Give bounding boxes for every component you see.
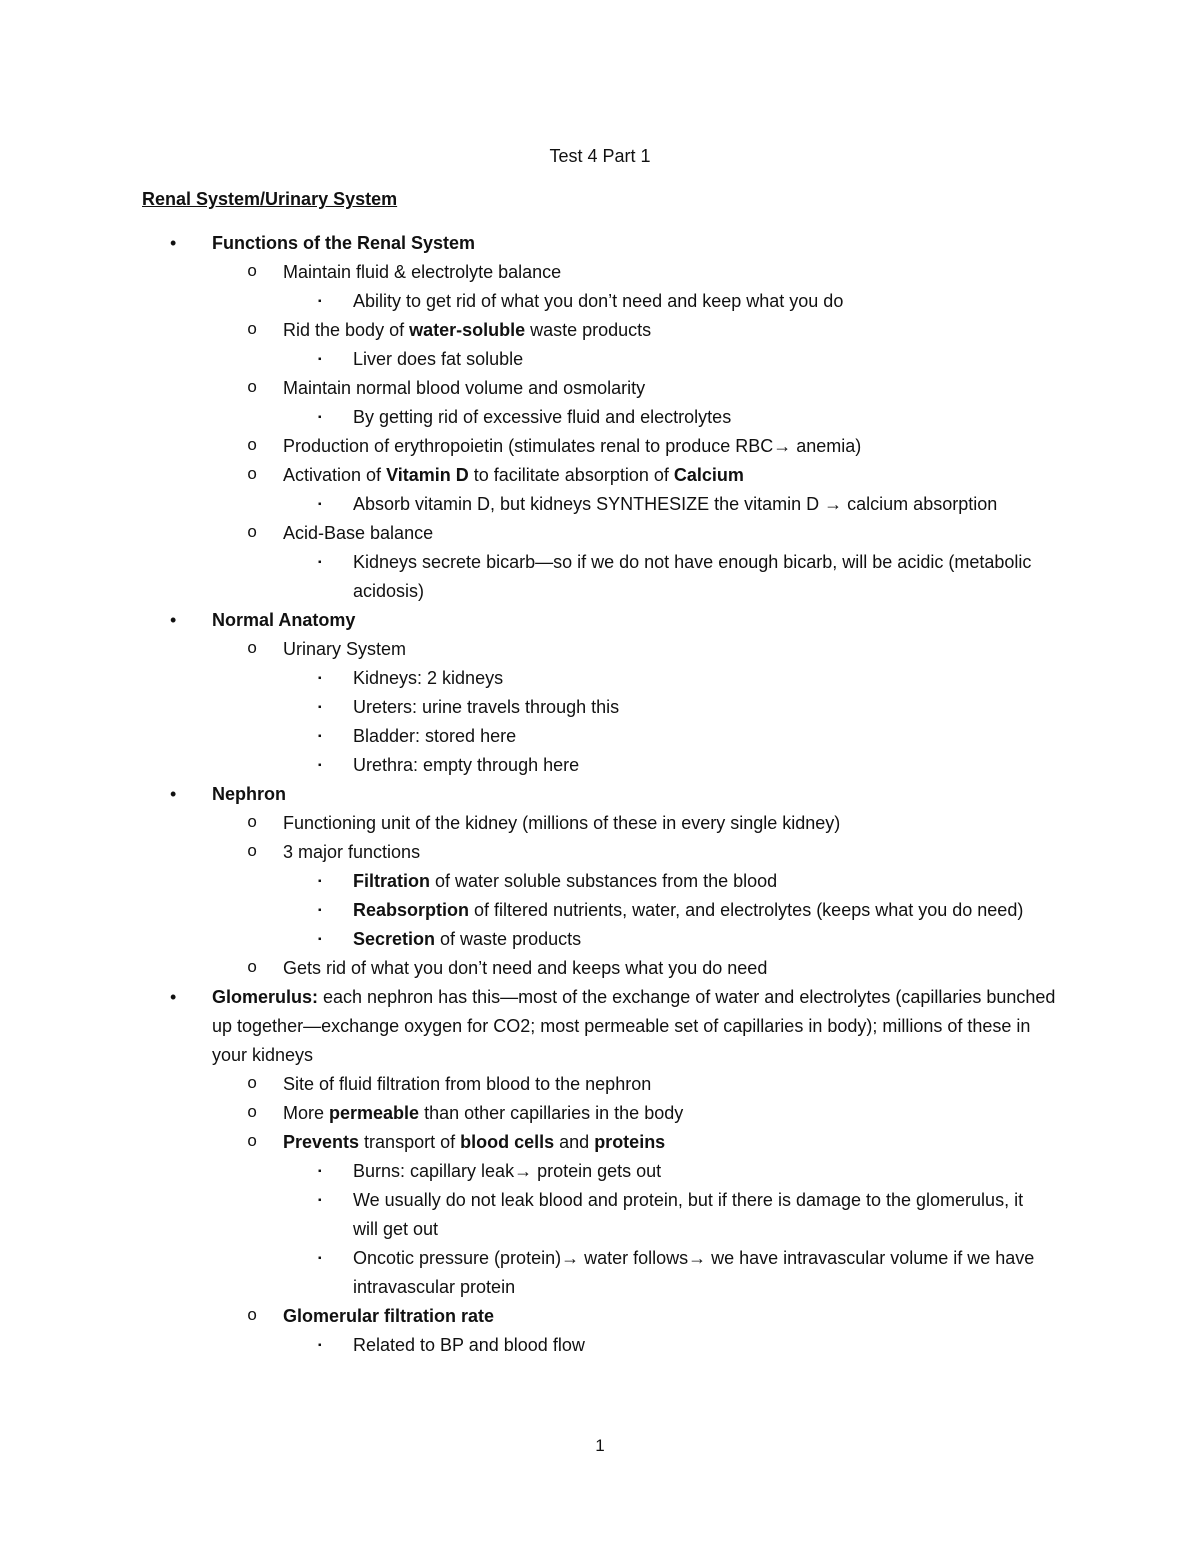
bullet-level3-icon: ▪ [318, 876, 322, 887]
outline-item-level3 [0, 925, 1053, 954]
outline-item-level1 [0, 983, 1062, 1070]
outline-item-level3 [0, 1186, 1053, 1244]
outline-item-text [283, 465, 744, 485]
text-run: and [554, 1132, 595, 1152]
bullet-level2-icon: o [247, 843, 258, 862]
outline-item-text [212, 784, 286, 804]
text-run: Functioning unit of the kidney (millions of these in every single kidney) [283, 813, 841, 833]
outline-item-text [283, 958, 767, 978]
notes-outline [0, 229, 1200, 1360]
outline-item-level3 [0, 403, 1053, 432]
text-run: More [283, 1103, 330, 1123]
text-run: Related to BP and blood flow [353, 1335, 585, 1355]
outline-item-level2 [0, 1099, 1063, 1128]
outline-item-level1 [0, 780, 1062, 809]
section-heading: Renal System/Urinary System [142, 189, 398, 209]
text-run: 3 major functions [283, 842, 421, 862]
page-title: Test 4 Part 1 [549, 146, 651, 166]
bullet-level3-icon: ▪ [318, 934, 322, 945]
text-run: waste products [525, 320, 652, 340]
outline-item-level2 [0, 374, 1063, 403]
bullet-level3-icon: ▪ [318, 673, 322, 684]
bullet-level3-icon: ▪ [318, 499, 322, 510]
outline-item-text [353, 726, 516, 746]
outline-item-text [353, 668, 503, 688]
outline-item-level2 [0, 1070, 1063, 1099]
outline-item-text [353, 1248, 1034, 1297]
outline-item-level3 [0, 664, 1053, 693]
bullet-level2-icon: o [247, 1075, 258, 1094]
bullet-level3-icon: ▪ [318, 905, 322, 916]
text-run: each nephron has this—most of the exchange of water and electrolytes (capillaries bunched up together—exchange oxygen for CO2; most permeable set of capillaries in body); millions of these in your kidneys [212, 987, 1056, 1065]
bullet-level2-icon: o [247, 437, 258, 456]
text-run: of filtered nutrients, water, and electrolytes (keeps what you do need) [469, 900, 1024, 920]
bullet-level3-icon: ▪ [318, 557, 322, 568]
text-run: of waste products [435, 929, 582, 949]
text-run: Burns: capillary leak→ protein gets out [353, 1161, 662, 1181]
outline-item-text [353, 1190, 1023, 1239]
outline-item-text [212, 610, 355, 630]
bold-text-run: Filtration [353, 871, 430, 891]
outline-item-text [353, 871, 777, 891]
outline-item-text [353, 1161, 661, 1181]
bullet-level2-icon: o [247, 379, 258, 398]
outline-item-level3 [0, 490, 1053, 519]
outline-item-level2 [0, 461, 1063, 490]
outline-item-level3 [0, 1157, 1053, 1186]
outline-item-level3 [0, 548, 1053, 606]
outline-item-text [283, 436, 861, 456]
outline-item-text [283, 378, 645, 398]
text-run: Bladder: stored here [353, 726, 517, 746]
outline-item-level2 [0, 1302, 1063, 1331]
text-run: Ureters: urine travels through this [353, 697, 620, 717]
page-number: 1 [595, 1436, 605, 1455]
text-run: Kidneys secrete bicarb—so if we do not have enough bicarb, will be acidic (metabolic acidosis) [353, 552, 1032, 601]
outline-item-text [353, 291, 843, 311]
bullet-level3-icon: ▪ [318, 354, 322, 365]
outline-item-level3 [0, 867, 1053, 896]
bold-text-run: Reabsorption [353, 900, 470, 920]
text-run: Liver does fat soluble [353, 349, 524, 369]
bold-text-run: Secretion [353, 929, 436, 949]
outline-item-level2 [0, 519, 1063, 548]
bullet-level2-icon: o [247, 1133, 258, 1152]
text-run: By getting rid of excessive fluid and electrolytes [353, 407, 732, 427]
bold-text-run: Glomerular filtration rate [283, 1306, 495, 1326]
bullet-level1-icon: • [170, 233, 177, 253]
outline-item-text [353, 349, 523, 369]
bullet-level3-icon: ▪ [318, 702, 322, 713]
text-run: of water soluble substances from the blood [430, 871, 778, 891]
text-run: transport of [359, 1132, 461, 1152]
text-run: Kidneys: 2 kidneys [353, 668, 504, 688]
bullet-level3-icon: ▪ [318, 412, 322, 423]
outline-item-text [283, 262, 561, 282]
outline-item-level2 [0, 316, 1063, 345]
bullet-level3-icon: ▪ [318, 296, 322, 307]
outline-item-text [353, 697, 619, 717]
outline-item-text [283, 1074, 651, 1094]
outline-item-level2 [0, 954, 1063, 983]
text-run: than other capillaries in the body [419, 1103, 684, 1123]
outline-item-text [283, 1132, 665, 1152]
bold-text-run: Vitamin D [386, 465, 469, 485]
bold-text-run: Calcium [673, 465, 744, 485]
text-run: Acid-Base balance [283, 523, 434, 543]
bold-text-run: Functions of the Renal System [212, 233, 476, 253]
outline-item-level1 [0, 606, 1062, 635]
bullet-level3-icon: ▪ [318, 1166, 322, 1177]
bold-text-run: water-soluble [409, 320, 526, 340]
bullet-level2-icon: o [247, 321, 258, 340]
outline-item-text [283, 523, 433, 543]
text-run: to facilitate absorption of [468, 465, 674, 485]
bullet-level2-icon: o [247, 524, 258, 543]
outline-item-level2 [0, 258, 1063, 287]
outline-item-text [212, 233, 475, 253]
text-run: Urethra: empty through here [353, 755, 580, 775]
outline-item-level2 [0, 809, 1063, 838]
outline-item-text [283, 1103, 683, 1123]
outline-item-text [353, 552, 1031, 601]
bullet-level2-icon: o [247, 814, 258, 833]
bullet-level1-icon: • [170, 610, 177, 630]
outline-item-level3 [0, 345, 1053, 374]
outline-item-level3 [0, 722, 1053, 751]
bold-text-run: Prevents [283, 1132, 360, 1152]
bold-text-run: Nephron [212, 784, 286, 804]
outline-item-text [353, 900, 1023, 920]
outline-item-level3 [0, 751, 1053, 780]
bullet-level2-icon: o [247, 959, 258, 978]
text-run: Urinary System [283, 639, 407, 659]
outline-item-level1 [0, 229, 1062, 258]
text-run: Rid the body of [283, 320, 410, 340]
bold-text-run: blood cells [460, 1132, 555, 1152]
outline-item-text [283, 842, 420, 862]
bold-text-run: Normal Anatomy [212, 610, 356, 630]
outline-item-level2 [0, 838, 1063, 867]
bullet-level3-icon: ▪ [318, 731, 322, 742]
bullet-level1-icon: • [170, 987, 177, 1007]
bullet-level2-icon: o [247, 466, 258, 485]
bullet-level3-icon: ▪ [318, 1340, 322, 1351]
bullet-level3-icon: ▪ [318, 760, 322, 771]
outline-item-level3 [0, 287, 1053, 316]
outline-item-level3 [0, 1244, 1053, 1302]
outline-item-text [353, 929, 581, 949]
bold-text-run: proteins [594, 1132, 666, 1152]
outline-item-text [283, 1306, 494, 1326]
text-run: Oncotic pressure (protein)→ water follows→ we have intravascular volume if we have intravascular protein [353, 1248, 1035, 1297]
outline-item-text [283, 639, 406, 659]
text-run: Maintain fluid & electrolyte balance [283, 262, 562, 282]
outline-item-level2 [0, 635, 1063, 664]
text-run: Production of erythropoietin (stimulates renal to produce RBC→ anemia) [283, 436, 862, 456]
outline-item-level3 [0, 896, 1053, 925]
text-run: Gets rid of what you don’t need and keeps what you do need [283, 958, 768, 978]
bold-text-run: permeable [329, 1103, 420, 1123]
outline-item-text [283, 320, 651, 340]
outline-item-level2 [0, 432, 1063, 461]
text-run: Ability to get rid of what you don’t need and keep what you do [353, 291, 844, 311]
outline-item-text [353, 755, 579, 775]
text-run: Absorb vitamin D, but kidneys SYNTHESIZE the vitamin D → calcium absorption [353, 494, 998, 514]
outline-item-level3 [0, 693, 1053, 722]
text-run: Activation of [283, 465, 387, 485]
bullet-level2-icon: o [247, 263, 258, 282]
outline-item-level3 [0, 1331, 1053, 1360]
bullet-level2-icon: o [247, 1104, 258, 1123]
outline-item-text [212, 987, 1055, 1065]
bold-text-run: Glomerulus: [212, 987, 319, 1007]
text-run: Maintain normal blood volume and osmolarity [283, 378, 646, 398]
outline-item-text [353, 1335, 585, 1355]
bullet-level3-icon: ▪ [318, 1195, 322, 1206]
outline-item-text [353, 494, 997, 514]
bullet-level1-icon: • [170, 784, 177, 804]
outline-item-level2 [0, 1128, 1063, 1157]
outline-item-text [353, 407, 731, 427]
bullet-level2-icon: o [247, 640, 258, 659]
bullet-level2-icon: o [247, 1307, 258, 1326]
outline-item-text [283, 813, 840, 833]
text-run: We usually do not leak blood and protein, but if there is damage to the glomerulus, it will get out [353, 1190, 1024, 1239]
text-run: Site of fluid filtration from blood to the nephron [283, 1074, 652, 1094]
bullet-level3-icon: ▪ [318, 1253, 322, 1264]
